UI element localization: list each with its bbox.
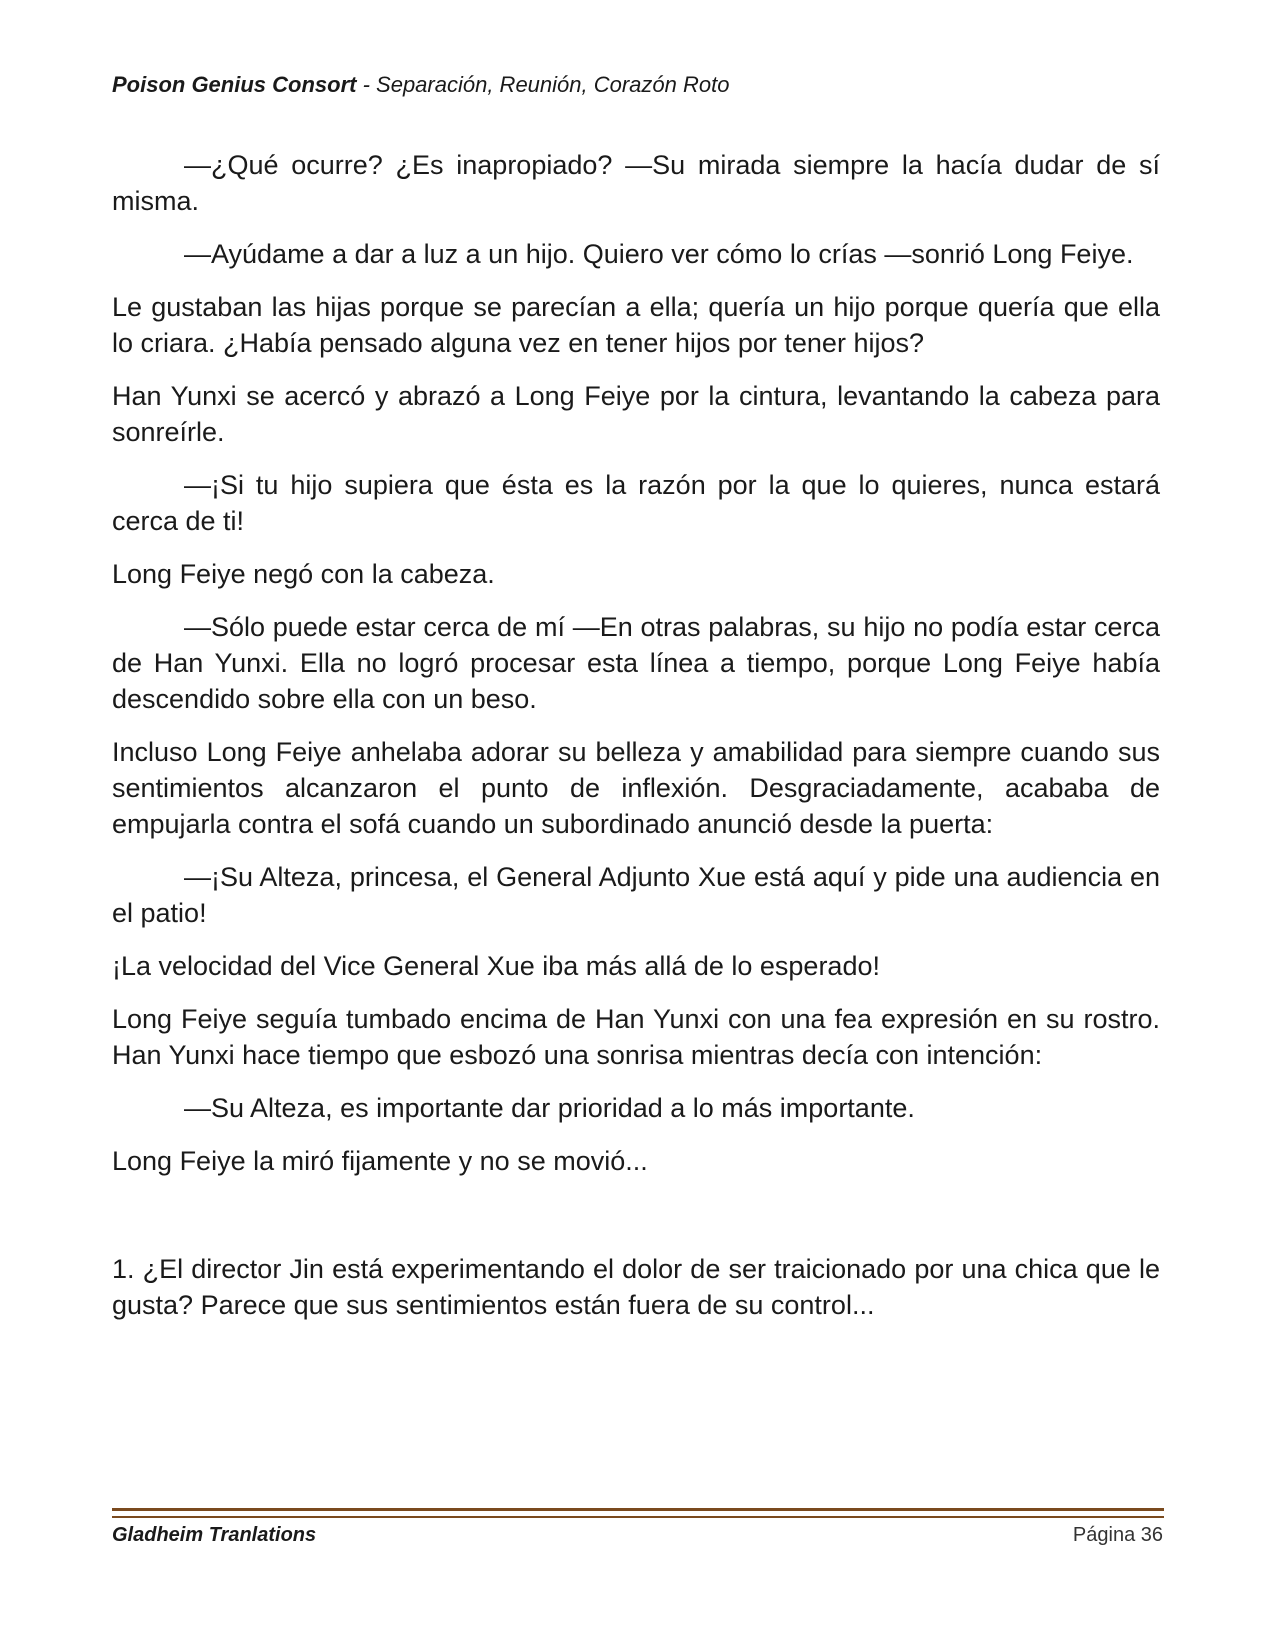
paragraph: —¿Qué ocurre? ¿Es inapropiado? —Su mirada siempre la hacía dudar de sí misma. — [112, 150, 1160, 216]
paragraph: —Ayúdame a dar a luz a un hijo. Quiero ver cómo lo crías —sonrió Long Feiye. — [184, 239, 1134, 269]
footer-divider — [112, 1508, 1164, 1518]
paragraph: Incluso Long Feiye anhelaba adorar su belleza y amabilidad para siempre cuando sus sentimientos alcanzaron el punto de inflexión. Desgraciadamente, acababa de empujarla contra el sofá cuando un subordinado anunció desde la puerta: — [112, 737, 1160, 839]
paragraph: —Sólo puede estar cerca de mí —En otras palabras, su hijo no podía estar cerca de Han Yunxi. Ella no logró procesar esta línea a tiempo, porque Long Feiye había descendido sobre ella con un beso. — [112, 612, 1160, 714]
page-number: Página 36 — [1072, 1524, 1163, 1546]
publisher-name: Gladheim Tranlations — [112, 1524, 317, 1546]
header-separator: - — [356, 72, 377, 97]
paragraph: —¡Su Alteza, princesa, el General Adjunto Xue está aquí y pide una audiencia en el patio! — [112, 862, 1160, 928]
paragraph: —Su Alteza, es importante dar prioridad a lo más importante. — [184, 1093, 915, 1123]
chapter-title: Separación, Reunión, Corazón Roto — [376, 72, 730, 97]
paragraph: Long Feiye la miró fijamente y no se movió... — [112, 1146, 648, 1176]
body-text — [112, 147, 1160, 1340]
book-title: Poison Genius Consort — [112, 72, 357, 97]
footnote: 1. ¿El director Jin está experimentando el dolor de ser traicionado por una chica que le gusta? Parece que sus sentimientos están fuera de su control... — [112, 1254, 1160, 1320]
paragraph: —¡Si tu hijo supiera que ésta es la razón por la que lo quieres, nunca estará cerca de ti! — [112, 470, 1160, 536]
paragraph: Long Feiye seguía tumbado encima de Han Yunxi con una fea expresión en su rostro. Han Yunxi hace tiempo que esbozó una sonrisa mientras decía con intención: — [112, 1004, 1160, 1070]
paragraph: Long Feiye negó con la cabeza. — [112, 559, 495, 589]
paragraph: Le gustaban las hijas porque se parecían a ella; quería un hijo porque quería que ella lo criara. ¿Había pensado alguna vez en tener hijos por tener hijos? — [112, 292, 1160, 358]
paragraph: ¡La velocidad del Vice General Xue iba más allá de lo esperado! — [112, 951, 880, 981]
page-header — [112, 72, 729, 98]
paragraph: Han Yunxi se acercó y abrazó a Long Feiye por la cintura, levantando la cabeza para sonreírle. — [112, 381, 1160, 447]
